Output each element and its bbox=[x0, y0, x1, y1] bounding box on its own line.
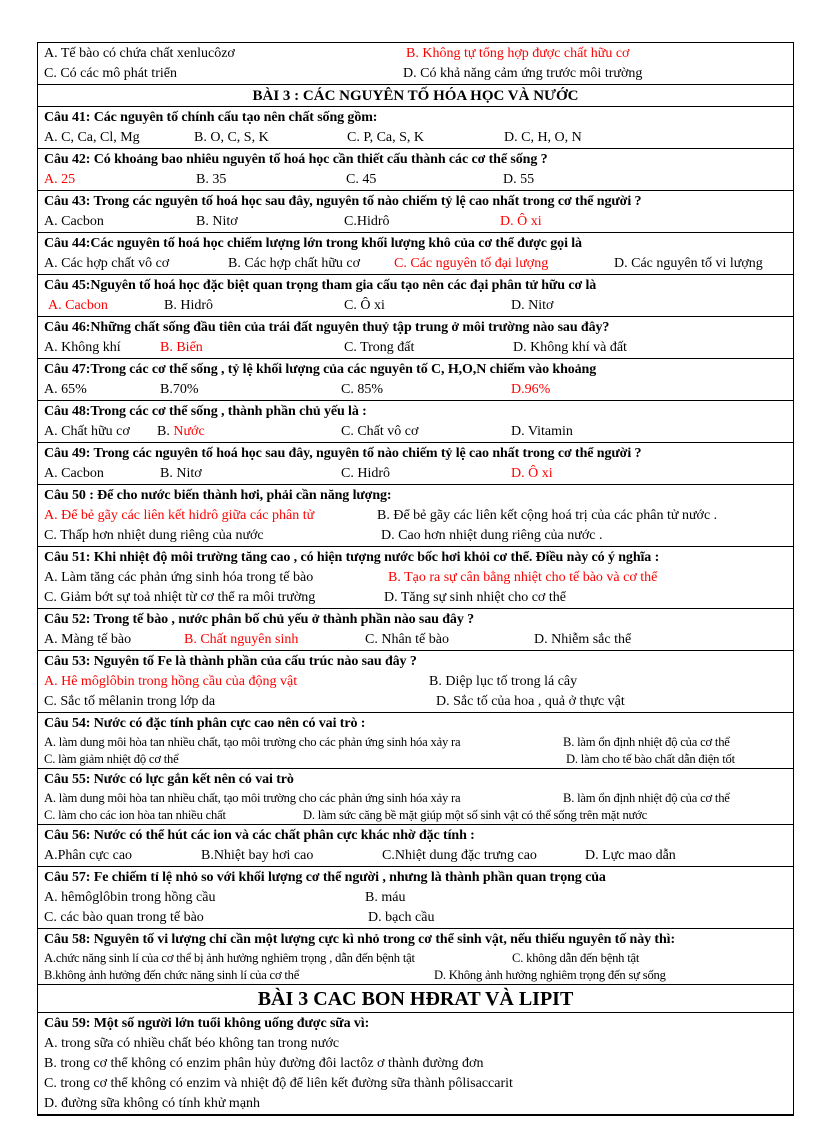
answer-option: C. 85% bbox=[341, 382, 383, 397]
question-block bbox=[38, 43, 793, 85]
answer-option: D. đường sữa không có tính khử mạnh bbox=[44, 1096, 261, 1111]
answer-line bbox=[44, 790, 793, 807]
answer-option: B. Diệp lục tố trong lá cây bbox=[429, 674, 578, 689]
answer-line bbox=[44, 296, 793, 316]
answer-option: D. 55 bbox=[503, 172, 535, 187]
answer-option: D. bạch cầu bbox=[368, 910, 435, 925]
question-block bbox=[38, 713, 793, 769]
answer-option-correct: B. Chất nguyên sinh bbox=[184, 632, 299, 647]
answer-line bbox=[44, 64, 793, 84]
answer-option: B. Để bẻ gãy các liên kết cộng hoá trị của các phân tử nước . bbox=[377, 508, 718, 523]
answer-line bbox=[44, 506, 793, 526]
answer-option: A. làm dung môi hòa tan nhiều chất, tạo môi trường cho các phản ứng sinh hóa xảy ra bbox=[44, 735, 461, 749]
answer-option: A. C, Ca, Cl, Mg bbox=[44, 130, 140, 145]
answer-option-correct: A. Cacbon bbox=[48, 298, 108, 313]
answer-option-correct: A. 25 bbox=[44, 172, 76, 187]
answer-option: A. hêmôglôbin trong hồng cầu bbox=[44, 890, 216, 905]
question-text: Câu 46:Những chất sống đầu tiên của trái đất nguyên thuỷ tập trung ở môi trường nào sau đây? bbox=[44, 320, 610, 335]
answer-line bbox=[44, 672, 793, 692]
answer-option-correct: A. Để bẻ gãy các liên kết hidrô giữa các phân tử bbox=[44, 508, 315, 523]
question-text: Câu 59: Một số người lớn tuổi không uống được sữa vì: bbox=[44, 1016, 370, 1031]
answer-option: C. các bào quan trong tế bào bbox=[44, 910, 204, 925]
question-text: Câu 55: Nước có lực gắn kết nên có vai trò bbox=[44, 772, 294, 787]
question-text: Câu 47:Trong các cơ thể sống , tỷ lệ khối lượng của các nguyên tố C, H,O,N chiếm vào khoảng bbox=[44, 362, 597, 377]
answer-line bbox=[44, 734, 793, 751]
answer-option: A.Phân cực cao bbox=[44, 848, 133, 863]
answer-option: C. làm cho các ion hòa tan nhiều chất bbox=[44, 808, 226, 822]
answer-line bbox=[44, 692, 793, 712]
answer-option: D. Có khả năng cảm ứng trước môi trường bbox=[403, 66, 643, 81]
answer-line bbox=[44, 888, 793, 908]
question-block bbox=[38, 651, 793, 713]
question-block bbox=[38, 867, 793, 929]
question-block bbox=[38, 1013, 793, 1115]
answer-line bbox=[44, 950, 793, 967]
question-text: Câu 48:Trong các cơ thể sống , thành phần chủ yếu là : bbox=[44, 404, 367, 419]
answer-option: A.chức năng sinh lí của cơ thể bị ảnh hưởng nghiêm trọng , dẫn đến bệnh tật bbox=[44, 951, 415, 965]
quiz-document bbox=[37, 42, 794, 1116]
answer-line bbox=[44, 212, 793, 232]
answer-option: C.Hidrô bbox=[344, 214, 390, 229]
answer-option: B. Nitơ bbox=[196, 214, 238, 229]
answer-line bbox=[44, 967, 793, 984]
question-text: Câu 54: Nước có đặc tính phân cực cao nên có vai trò : bbox=[44, 716, 366, 731]
question-text: Câu 49: Trong các nguyên tố hoá học sau đây, nguyên tố nào chiếm tỷ lệ cao nhất trong cơ thể người ? bbox=[44, 446, 642, 461]
answer-option: A. 65% bbox=[44, 382, 87, 397]
answer-option: B. Các hợp chất hữu cơ bbox=[228, 256, 361, 271]
question-text: Câu 53: Nguyên tố Fe là thành phần của cấu trúc nào sau đây ? bbox=[44, 654, 417, 669]
answer-option: D. Các nguyên tố vi lượng bbox=[614, 256, 763, 271]
answer-line bbox=[44, 254, 793, 274]
question-text: Câu 56: Nước có thể hút các ion và các chất phân cực khác nhờ đặc tính : bbox=[44, 828, 475, 843]
answer-option: D. Không khí và đất bbox=[513, 340, 627, 355]
answer-option: D. Vitamin bbox=[511, 424, 573, 439]
question-text: Câu 42: Có khoảng bao nhiêu nguyên tố hoá học cần thiết cấu thành các cơ thể sống ? bbox=[44, 152, 548, 167]
question-block bbox=[38, 547, 793, 609]
answer-option-correct: B. Biển bbox=[160, 340, 203, 355]
question-block bbox=[38, 107, 793, 149]
answer-line bbox=[44, 128, 793, 148]
answer-option: B. máu bbox=[365, 890, 406, 905]
answer-option: C. P, Ca, S, K bbox=[347, 130, 425, 145]
answer-option: C. trong cơ thể không có enzim và nhiệt độ để liên kết đường sữa thành pôlisaccarit bbox=[44, 1076, 513, 1091]
answer-option-correct: C. Các nguyên tố đại lượng bbox=[394, 256, 549, 271]
answer-option: B. Nitơ bbox=[160, 466, 202, 481]
answer-line bbox=[44, 1094, 793, 1114]
answer-option: C. Có các mô phát triển bbox=[44, 66, 177, 81]
answer-line bbox=[44, 751, 793, 768]
answer-letter: B. bbox=[157, 424, 174, 439]
answer-line bbox=[44, 568, 793, 588]
answer-option: B.70% bbox=[160, 382, 199, 397]
answer-option: D. Tăng sự sinh nhiệt cho cơ thể bbox=[384, 590, 566, 605]
answer-line bbox=[44, 464, 793, 484]
question-text: Câu 41: Các nguyên tố chính cấu tạo nên chất sống gồm: bbox=[44, 110, 378, 125]
answer-option: D. Không ảnh hưởng nghiêm trọng đến sự sống bbox=[434, 968, 666, 982]
answer-option: A. Màng tế bào bbox=[44, 632, 132, 647]
answer-line bbox=[44, 908, 793, 928]
answer-option: C. Sắc tố mêlanin trong lớp da bbox=[44, 694, 216, 709]
answer-option-correct: D. Ô xi bbox=[500, 214, 542, 229]
answer-option: C. 45 bbox=[346, 172, 377, 187]
answer-option: C. Hidrô bbox=[341, 466, 390, 481]
answer-option: B. làm ổn định nhiệt độ của cơ thể bbox=[563, 791, 730, 805]
answer-line bbox=[44, 422, 793, 442]
question-block bbox=[38, 149, 793, 191]
answer-option: D. Sắc tố của hoa , quả ở thực vật bbox=[436, 694, 625, 709]
section-heading: BÀI 3 CAC BON HĐRAT VÀ LIPIT bbox=[38, 985, 793, 1013]
answer-option: A. trong sữa có nhiều chất béo không tan trong nước bbox=[44, 1036, 340, 1051]
answer-option: C. Ô xi bbox=[344, 298, 385, 313]
answer-option-correct: D.96% bbox=[511, 382, 551, 397]
answer-option-correct: B. Không tự tổng hợp được chất hữu cơ bbox=[406, 46, 630, 61]
answer-option: B. làm ổn định nhiệt độ của cơ thể bbox=[563, 735, 730, 749]
answer-option: B.không ảnh hưởng đến chức năng sinh lí của cơ thể bbox=[44, 968, 300, 982]
question-block bbox=[38, 233, 793, 275]
answer-option: A. làm dung môi hòa tan nhiều chất, tạo môi trường cho các phản ứng sinh hóa xảy ra bbox=[44, 791, 461, 805]
answer-line bbox=[44, 170, 793, 190]
answer-option: C.Nhiệt dung đặc trưng cao bbox=[382, 848, 537, 863]
answer-option: C. Thấp hơn nhiệt dung riêng của nước bbox=[44, 528, 264, 543]
question-text: Câu 57: Fe chiếm tỉ lệ nhỏ so với khối lượng cơ thể người , nhưng là thành phần quan trọng của bbox=[44, 870, 606, 885]
answer-option: A. Chất hữu cơ bbox=[44, 424, 130, 439]
answer-option: C. Chất vô cơ bbox=[341, 424, 419, 439]
answer-line bbox=[44, 588, 793, 608]
answer-option-correct: D. Ô xi bbox=[511, 466, 553, 481]
answer-line bbox=[44, 1034, 793, 1054]
question-block bbox=[38, 275, 793, 317]
answer-line bbox=[44, 44, 793, 64]
answer-option: B. trong cơ thể không có enzim phân hủy đường đôi lactôz ơ thành đường đơn bbox=[44, 1056, 484, 1071]
answer-option: C. làm giảm nhiệt độ cơ thể bbox=[44, 752, 179, 766]
answer-option: D. Nhiễm sắc thể bbox=[534, 632, 632, 647]
answer-option: D. Cao hơn nhiệt dung riêng của nước . bbox=[381, 528, 603, 543]
answer-option: D. làm cho tế bào chất dẫn điện tốt bbox=[566, 752, 735, 766]
answer-option: A. Cacbon bbox=[44, 214, 104, 229]
answer-line bbox=[44, 807, 793, 824]
answer-line bbox=[44, 846, 793, 866]
answer-line bbox=[44, 1074, 793, 1094]
question-text: Câu 51: Khi nhiệt độ môi trường tăng cao , có hiện tượng nước bốc hơi khỏi cơ thể. Điều này có ý nghĩa : bbox=[44, 550, 660, 565]
answer-option: B. Hidrô bbox=[164, 298, 213, 313]
answer-option: C. Trong đất bbox=[344, 340, 415, 355]
section-heading: BÀI 3 : CÁC NGUYÊN TỐ HÓA HỌC VÀ NƯỚC bbox=[38, 85, 793, 107]
question-block bbox=[38, 485, 793, 547]
question-block bbox=[38, 825, 793, 867]
answer-option: B.Nhiệt bay hơi cao bbox=[201, 848, 314, 863]
answer-line bbox=[44, 526, 793, 546]
question-block bbox=[38, 191, 793, 233]
answer-line bbox=[44, 338, 793, 358]
answer-option: A. Các hợp chất vô cơ bbox=[44, 256, 170, 271]
question-text: Câu 58: Nguyên tố vi lượng chỉ cần một lượng cực kì nhỏ trong cơ thể sinh vật, nếu thiếu nguyên tố này thì: bbox=[44, 932, 676, 947]
question-block bbox=[38, 769, 793, 825]
answer-option: A. Tế bào có chứa chất xenlucôzơ bbox=[44, 46, 235, 61]
answer-option-correct: A. Hê môglôbin trong hồng cầu của động vật bbox=[44, 674, 298, 689]
answer-option: A. Cacbon bbox=[44, 466, 104, 481]
answer-option: C. Giảm bớt sự toả nhiệt từ cơ thể ra môi trường bbox=[44, 590, 316, 605]
answer-option: D. làm sức căng bề mặt giúp một số sinh vật có thể sống trên mặt nước bbox=[303, 808, 648, 822]
question-text: Câu 52: Trong tế bào , nước phân bố chủ yếu ở thành phần nào sau đây ? bbox=[44, 612, 475, 627]
answer-option: B. 35 bbox=[196, 172, 227, 187]
question-block bbox=[38, 929, 793, 985]
question-block bbox=[38, 317, 793, 359]
answer-option: D. Lực mao dẫn bbox=[585, 848, 676, 863]
answer-option-correct: B. Tạo ra sự cân bằng nhiệt cho tế bào và cơ thể bbox=[388, 570, 658, 585]
answer-line bbox=[44, 1054, 793, 1074]
answer-option: A. Không khí bbox=[44, 340, 121, 355]
answer-line bbox=[44, 380, 793, 400]
answer-option: D. C, H, O, N bbox=[504, 130, 582, 145]
question-text: Câu 44:Các nguyên tố hoá học chiếm lượng lớn trong khối lượng khô của cơ thể được gọi là bbox=[44, 236, 582, 251]
question-block bbox=[38, 609, 793, 651]
question-block bbox=[38, 401, 793, 443]
answer-option: D. Nitơ bbox=[511, 298, 554, 313]
answer-option: A. Làm tăng các phản ứng sinh hóa trong tế bào bbox=[44, 570, 314, 585]
question-text: Câu 50 : Để cho nước biến thành hơi, phải cần năng lượng: bbox=[44, 488, 392, 503]
question-block bbox=[38, 443, 793, 485]
answer-line bbox=[44, 630, 793, 650]
answer-option: C. Nhân tế bào bbox=[365, 632, 449, 647]
answer-option: C. không dẫn đến bệnh tật bbox=[512, 951, 640, 965]
answer-option: B. O, C, S, K bbox=[194, 130, 269, 145]
question-text: Câu 45:Nguyên tố hoá học đặc biệt quan trọng tham gia cấu tạo nên các đại phân tử hữu cơ là bbox=[44, 278, 597, 293]
question-block bbox=[38, 359, 793, 401]
answer-option-correct bbox=[157, 422, 205, 442]
answer-text: Nước bbox=[173, 424, 205, 439]
question-text: Câu 43: Trong các nguyên tố hoá học sau đây, nguyên tố nào chiếm tỷ lệ cao nhất trong cơ thể người ? bbox=[44, 194, 642, 209]
